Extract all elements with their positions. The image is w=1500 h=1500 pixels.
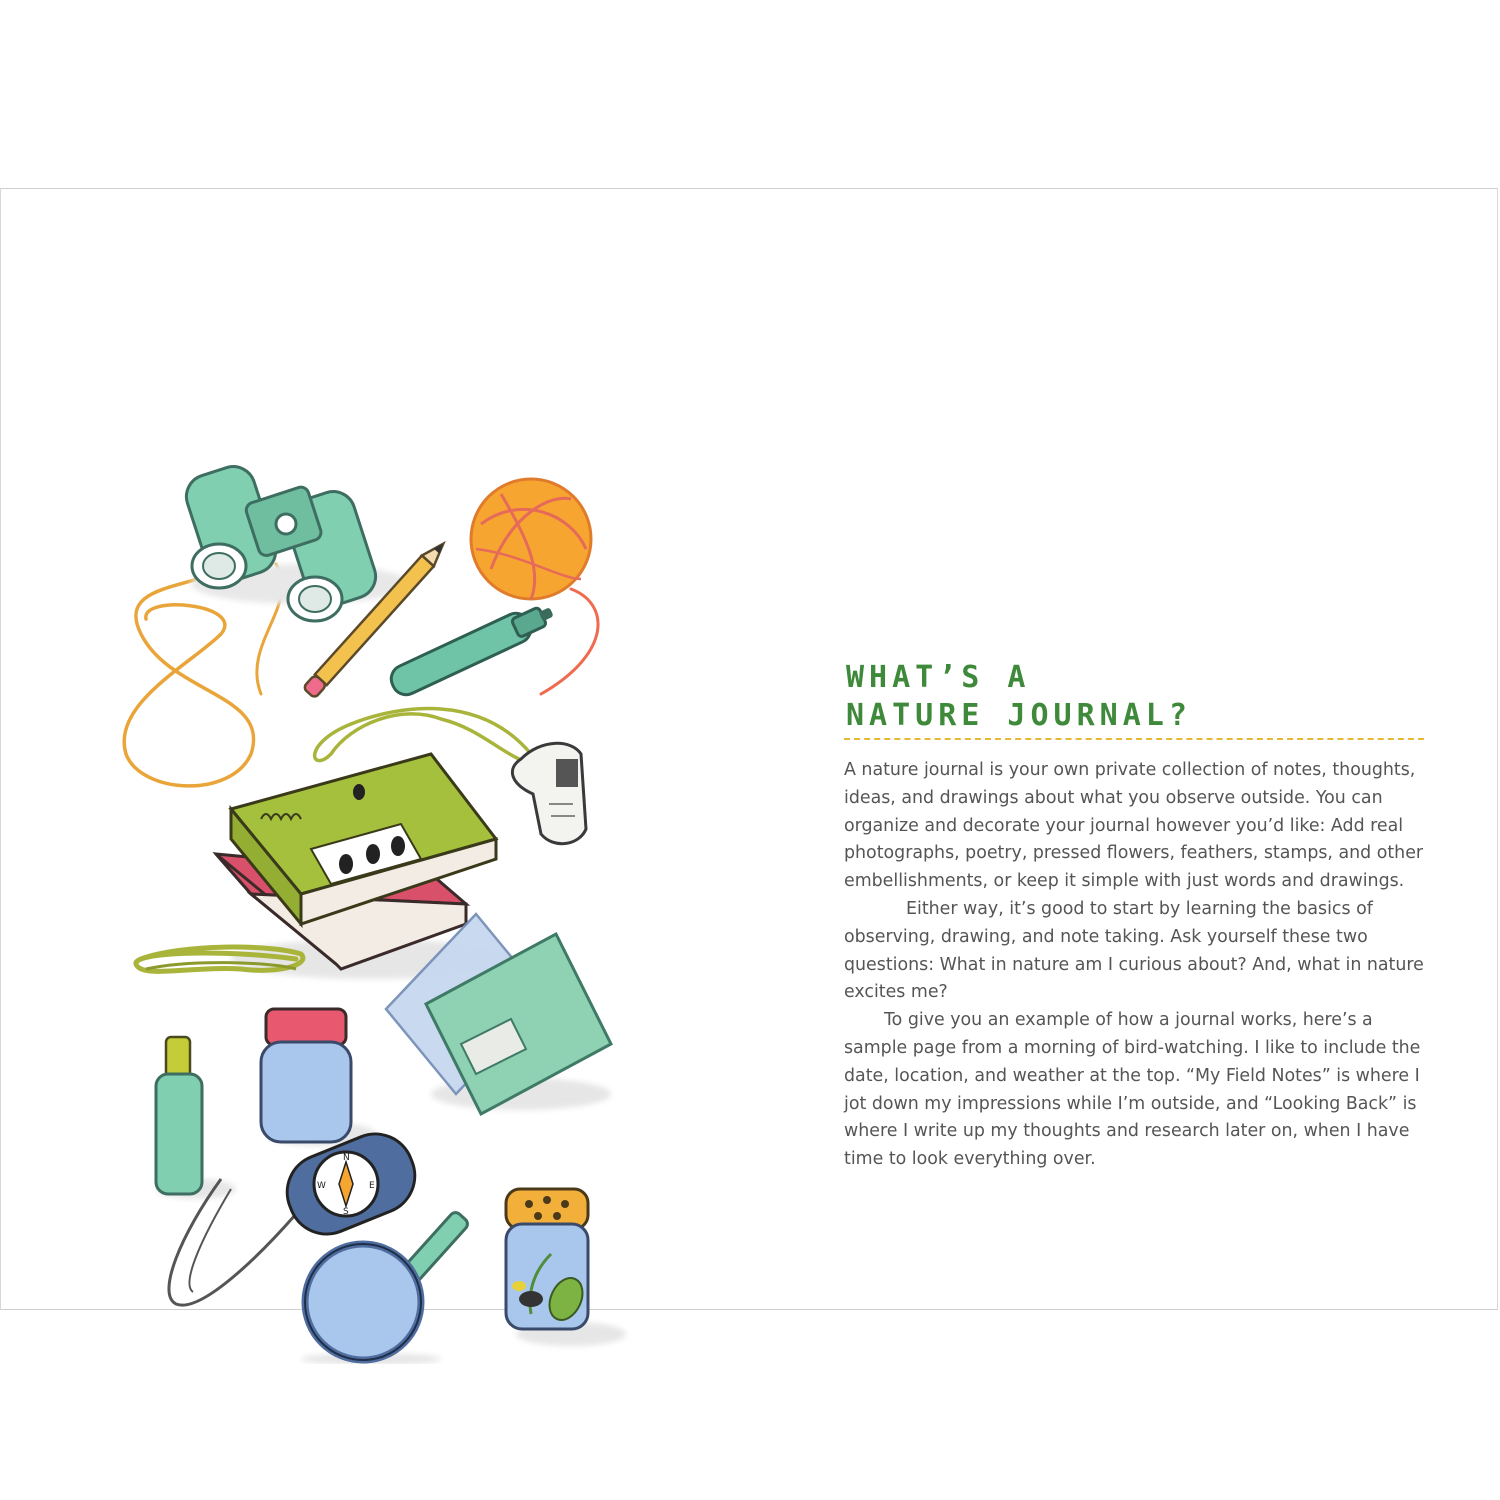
page-title [846,659,1426,735]
yarn-ball-icon [471,479,598,694]
nature-supplies-svg [101,454,641,1364]
marker-icon [387,598,558,699]
paragraph-3: To give you an example of how a journal works, here’s a sample page from a morning of bird-watching. I like to include the date, location, and weather at the top. “My Field Notes” is where I jot down my impressions while I’m outside, and “Looking Back” is where I write up my thoughts and research later on, when I have time to look everything over. [844,1010,1421,1170]
compass-letter-w: W [317,1181,326,1191]
page-title-line-2: NATURE JOURNAL? [846,698,1192,733]
nature-supplies-illustration [101,454,641,1364]
whistle-icon [512,743,586,843]
compass-letter-e: E [369,1181,375,1191]
paragraph-2: Either way, it’s good to start by learning the basics of observing, drawing, and note taking. Ask yourself these two questions: What in nature am I curious about? And, what in nature excites me? [844,898,1424,1003]
compass-letter-n: N [343,1153,350,1163]
bottle-icon [156,1037,236,1199]
book-spread [0,188,1498,1310]
compass-letter-s: S [343,1207,349,1217]
specimen-jar-icon [506,1189,626,1346]
binoculars-icon [181,461,411,621]
body-text [844,757,1434,1174]
rope-icon [136,947,303,971]
page-title-line-1: WHAT’S A [846,660,1031,695]
paragraph-1: A nature journal is your own private collection of notes, thoughts, ideas, and drawings about what you observe outside. You can organize and decorate your journal however you’d like: Add real photographs, poetry, pressed flowers, feathers, stamps, and other embellishments, or keep it simple with just words and drawings. [844,760,1424,892]
title-divider [844,738,1424,740]
jar-icon [261,1009,376,1146]
